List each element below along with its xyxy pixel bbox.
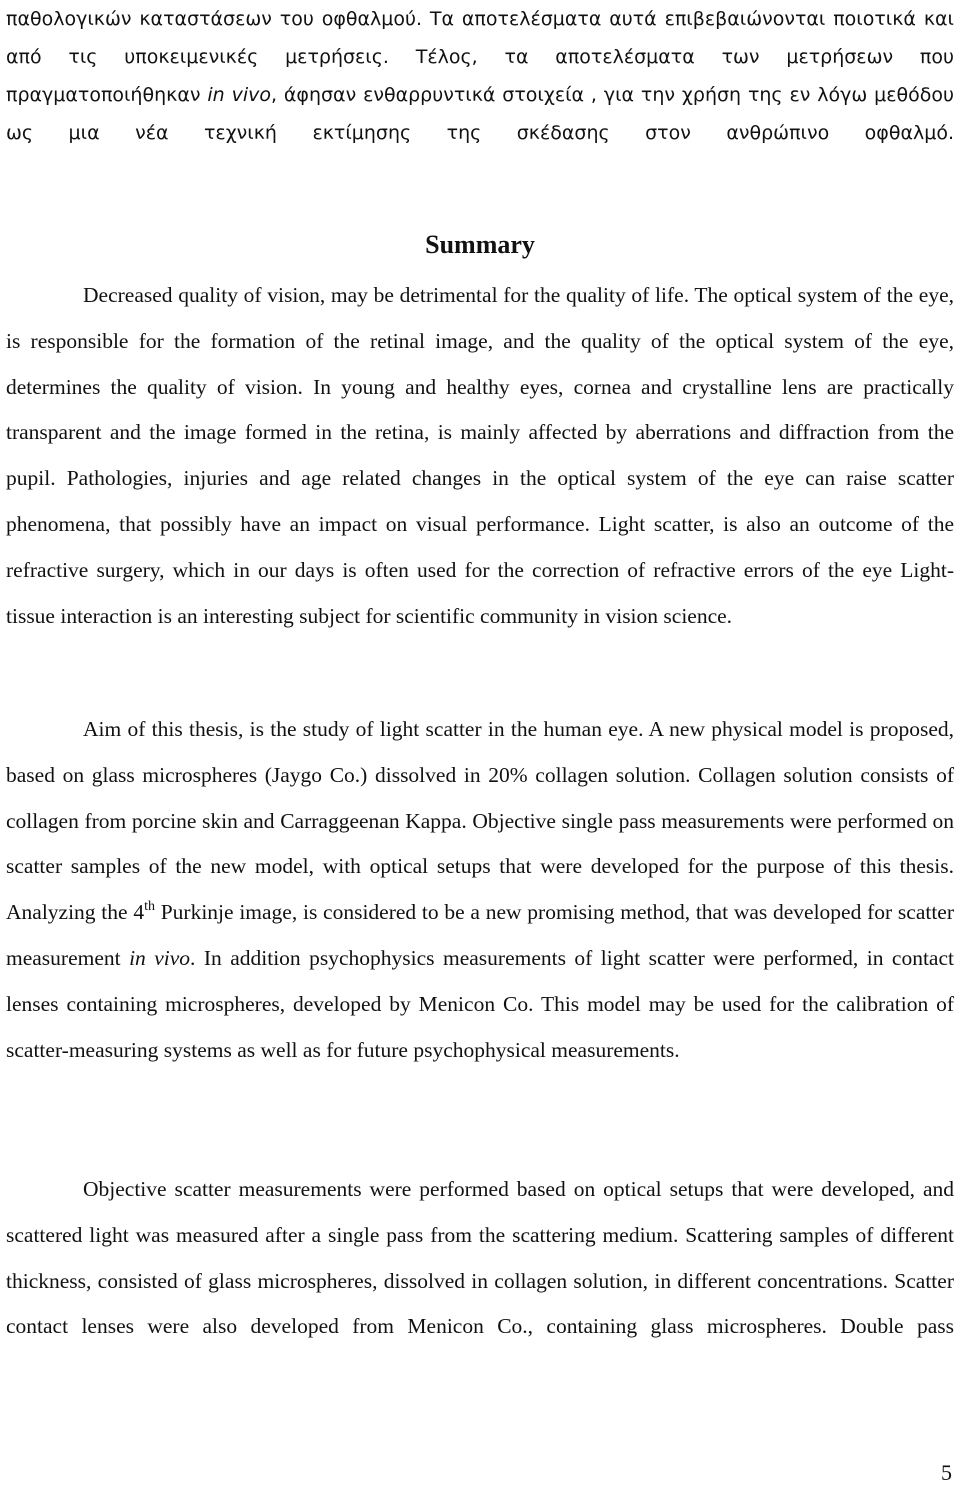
greek-text-2: , άφησαν ενθαρρυντικά στοιχεία , για την χρήση της εν λόγω μεθόδου ως μια νέα τεχνική εκτίμησης της σκέδασης στον ανθρώπινο οφθαλμό. [6,84,954,144]
summary-heading: Summary [425,230,535,259]
summary-p2-text-2: Purkinje image, is considered to be a new promising method, that was developed for scatter measurement [6,900,955,970]
summary-p2-text-1: Aim of this thesis, is the study of light scatter in the human eye. A new physical model is proposed, based on glass microspheres (Jaygo Co.) dissolved in 20% collagen solution. Collagen solution consists of collagen from porcine skin and Carraggeenan Kappa. Objective single pass measurements were performed on scatter samples of the new model, with optical setups that were developed for the purpose of this thesis. Analyzing the 4 [6,717,954,925]
greek-italic-in-vivo: in vivo [207,84,271,106]
greek-text-1: παθολογικών καταστάσεων του οφθαλμού. Τα αποτελέσματα αυτά επιβεβαιώνονται ποιοτικά και από τις υποκειμενικές μετρήσεις. Τέλος, τα αποτελέσματα των μετρήσεων που πραγματοποιήθηκαν [6,8,954,106]
summary-p2-italic-in-vivo: in vivo [129,945,191,970]
summary-paragraph-1: Decreased quality of vision, may be detrimental for the quality of life. The optical system of the eye, is responsible for the formation of the retinal image, and the quality of the optical system of the eye, determines the quality of vision. In young and healthy eyes, cornea and crystalline lens are practically transparent and the image formed in the retina, is mainly affected by aberrations and diffraction from the pupil. Pathologies, injuries and age related changes in the optical system of the eye can raise scatter phenomena, that possibly have an impact on visual performance. Light scatter, is also an outcome of the refractive surgery, which in our days is often used for the correction of refractive errors of the eye Light-tissue interaction is an interesting subject for scientific community in vision science. [6,283,954,628]
summary-paragraph-2 [6,707,954,1073]
summary-p2-superscript: th [144,899,155,915]
page-number: 5 [941,1460,952,1485]
greek-paragraph [6,0,954,190]
summary-p2-text-3: . In addition psychophysics measurements of light scatter were performed, in contact lenses containing microspheres, developed by Menicon Co. This model may be used for the calibration of scatter-measuring systems as well as for future psychophysical measurements. [6,945,954,1062]
summary-paragraph-3: Objective scatter measurements were performed based on optical setups that were developed, and scattered light was measured after a single pass from the scattering medium. Scattering samples of different thickness, consisted of glass microspheres, dissolved in collagen solution, in different concentrations. Scatter contact lenses were also developed from Menicon Co., containing glass microspheres. Double pass [6,1177,954,1339]
